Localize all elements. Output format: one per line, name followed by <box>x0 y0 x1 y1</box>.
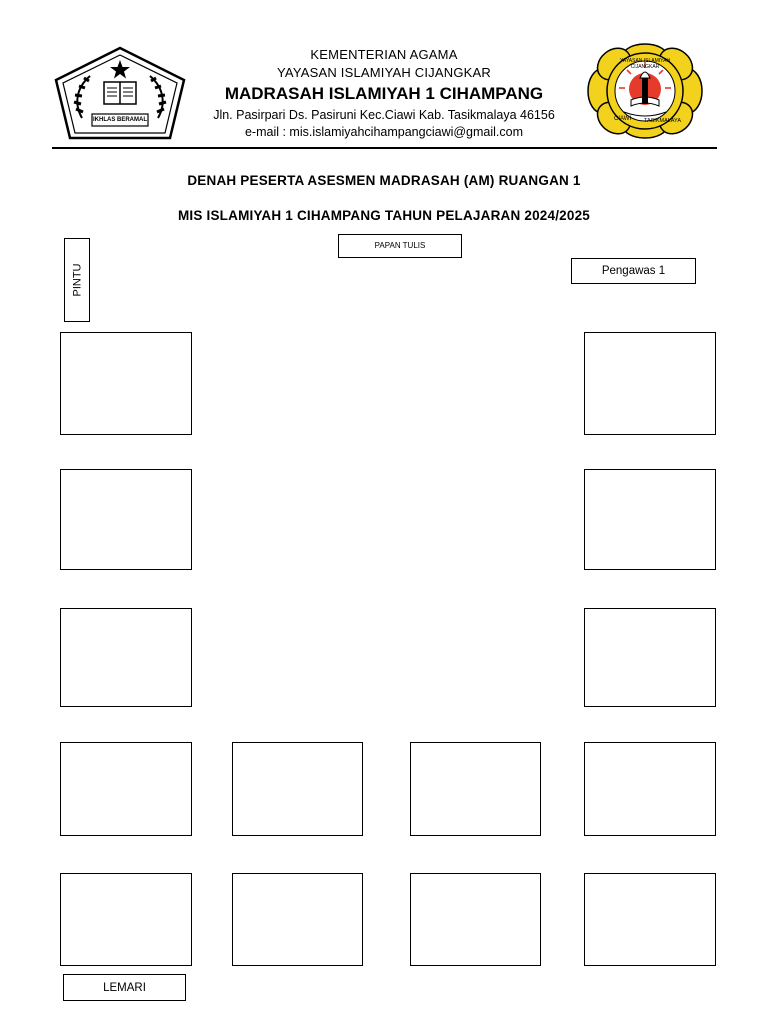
seat-box <box>60 873 192 966</box>
proctor-desk <box>571 258 696 284</box>
proctor-label: Pengawas 1 <box>601 265 666 277</box>
seal-ring-text-right: TASIKMALAYA <box>644 118 681 124</box>
foundation-name: YAYASAN ISLAMIYAH CIJANGKAR <box>277 65 491 80</box>
school-email: e-mail : mis.islamiyahcihampangciawi@gmail.com <box>244 125 524 139</box>
seat-box <box>584 332 716 435</box>
seat-box <box>232 742 363 836</box>
door <box>64 238 90 322</box>
seat-box <box>232 873 363 966</box>
document-subtitle: MIS ISLAMIYAH 1 CIHAMPANG TAHUN PELAJARAN 2024/2025 <box>177 208 591 223</box>
seat-box <box>60 608 192 707</box>
emblem-banner-text: IKHLAS BERAMAL <box>93 117 147 123</box>
seat-box <box>584 469 716 570</box>
seat-box <box>584 873 716 966</box>
seal-ring-text-left: CIAWI <box>614 116 632 122</box>
seat-box <box>410 742 541 836</box>
document-title: DENAH PESERTA ASESMEN MADRASAH (AM) RUANGAN 1 <box>187 173 581 188</box>
kemenag-emblem-icon <box>52 46 188 142</box>
yayasan-logo <box>584 42 706 140</box>
kemenag-logo <box>52 46 188 142</box>
seat-box <box>410 873 541 966</box>
seat-box <box>584 608 716 707</box>
cabinet <box>63 974 186 1001</box>
header-divider <box>52 147 717 149</box>
seat-box <box>60 742 192 836</box>
whiteboard <box>338 234 462 258</box>
seat-box <box>60 469 192 570</box>
ministry-name: KEMENTERIAN AGAMA <box>310 47 458 62</box>
school-address: Jln. Pasirpari Ds. Pasiruni Kec.Ciawi Kab. Tasikmalaya 46156 <box>213 108 555 122</box>
school-name: MADRASAH ISLAMIYAH 1 CIHAMPANG <box>224 84 544 103</box>
cabinet-label: LEMARI <box>103 981 146 994</box>
whiteboard-label: PAPAN TULIS <box>374 241 426 250</box>
door-label: PINTU <box>71 263 83 297</box>
yayasan-seal-icon <box>584 42 706 140</box>
seal-ring-text-top: YAYASAN ISLAMIYAH CIJANGKAR <box>619 58 671 70</box>
seat-box <box>60 332 192 435</box>
seat-box <box>584 742 716 836</box>
